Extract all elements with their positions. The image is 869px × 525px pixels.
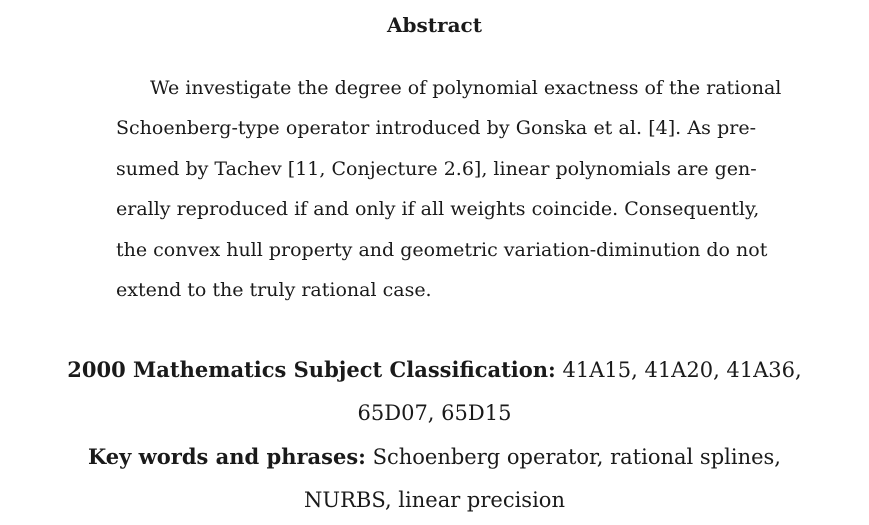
abstract-line: We investigate the degree of polynomial exactness of the rational [150, 77, 782, 99]
keywords-values-2: NURBS, linear precision [304, 488, 565, 512]
classification-label: 2000 Mathematics Subject Classification: [67, 357, 556, 382]
abstract-line: erally reproduced if and only if all weights coincide. Consequently, [116, 198, 760, 221]
keywords-values-1: Schoenberg operator, rational splines, [372, 445, 781, 469]
subject-classification [0, 348, 869, 435]
classification-row-1 [0, 348, 869, 392]
abstract-line: Schoenberg-type operator introduced by Gonska et al. [4]. As pre- [116, 117, 756, 140]
keywords-section [0, 435, 869, 522]
abstract-body [116, 68, 782, 310]
classification-codes-2: 65D07, 65D15 [357, 401, 512, 425]
classification-codes-1: 41A15, 41A20, 41A36, [562, 358, 802, 382]
keywords-row-1 [0, 435, 869, 479]
abstract-heading: Abstract [387, 13, 482, 37]
abstract-line: extend to the truly rational case. [116, 279, 432, 302]
abstract-line: sumed by Tachev [11, Conjecture 2.6], linear polynomials are gen- [116, 157, 757, 180]
keywords-label: Key words and phrases: [88, 444, 366, 469]
abstract-line: the convex hull property and geometric variation-diminution do not [116, 238, 768, 261]
